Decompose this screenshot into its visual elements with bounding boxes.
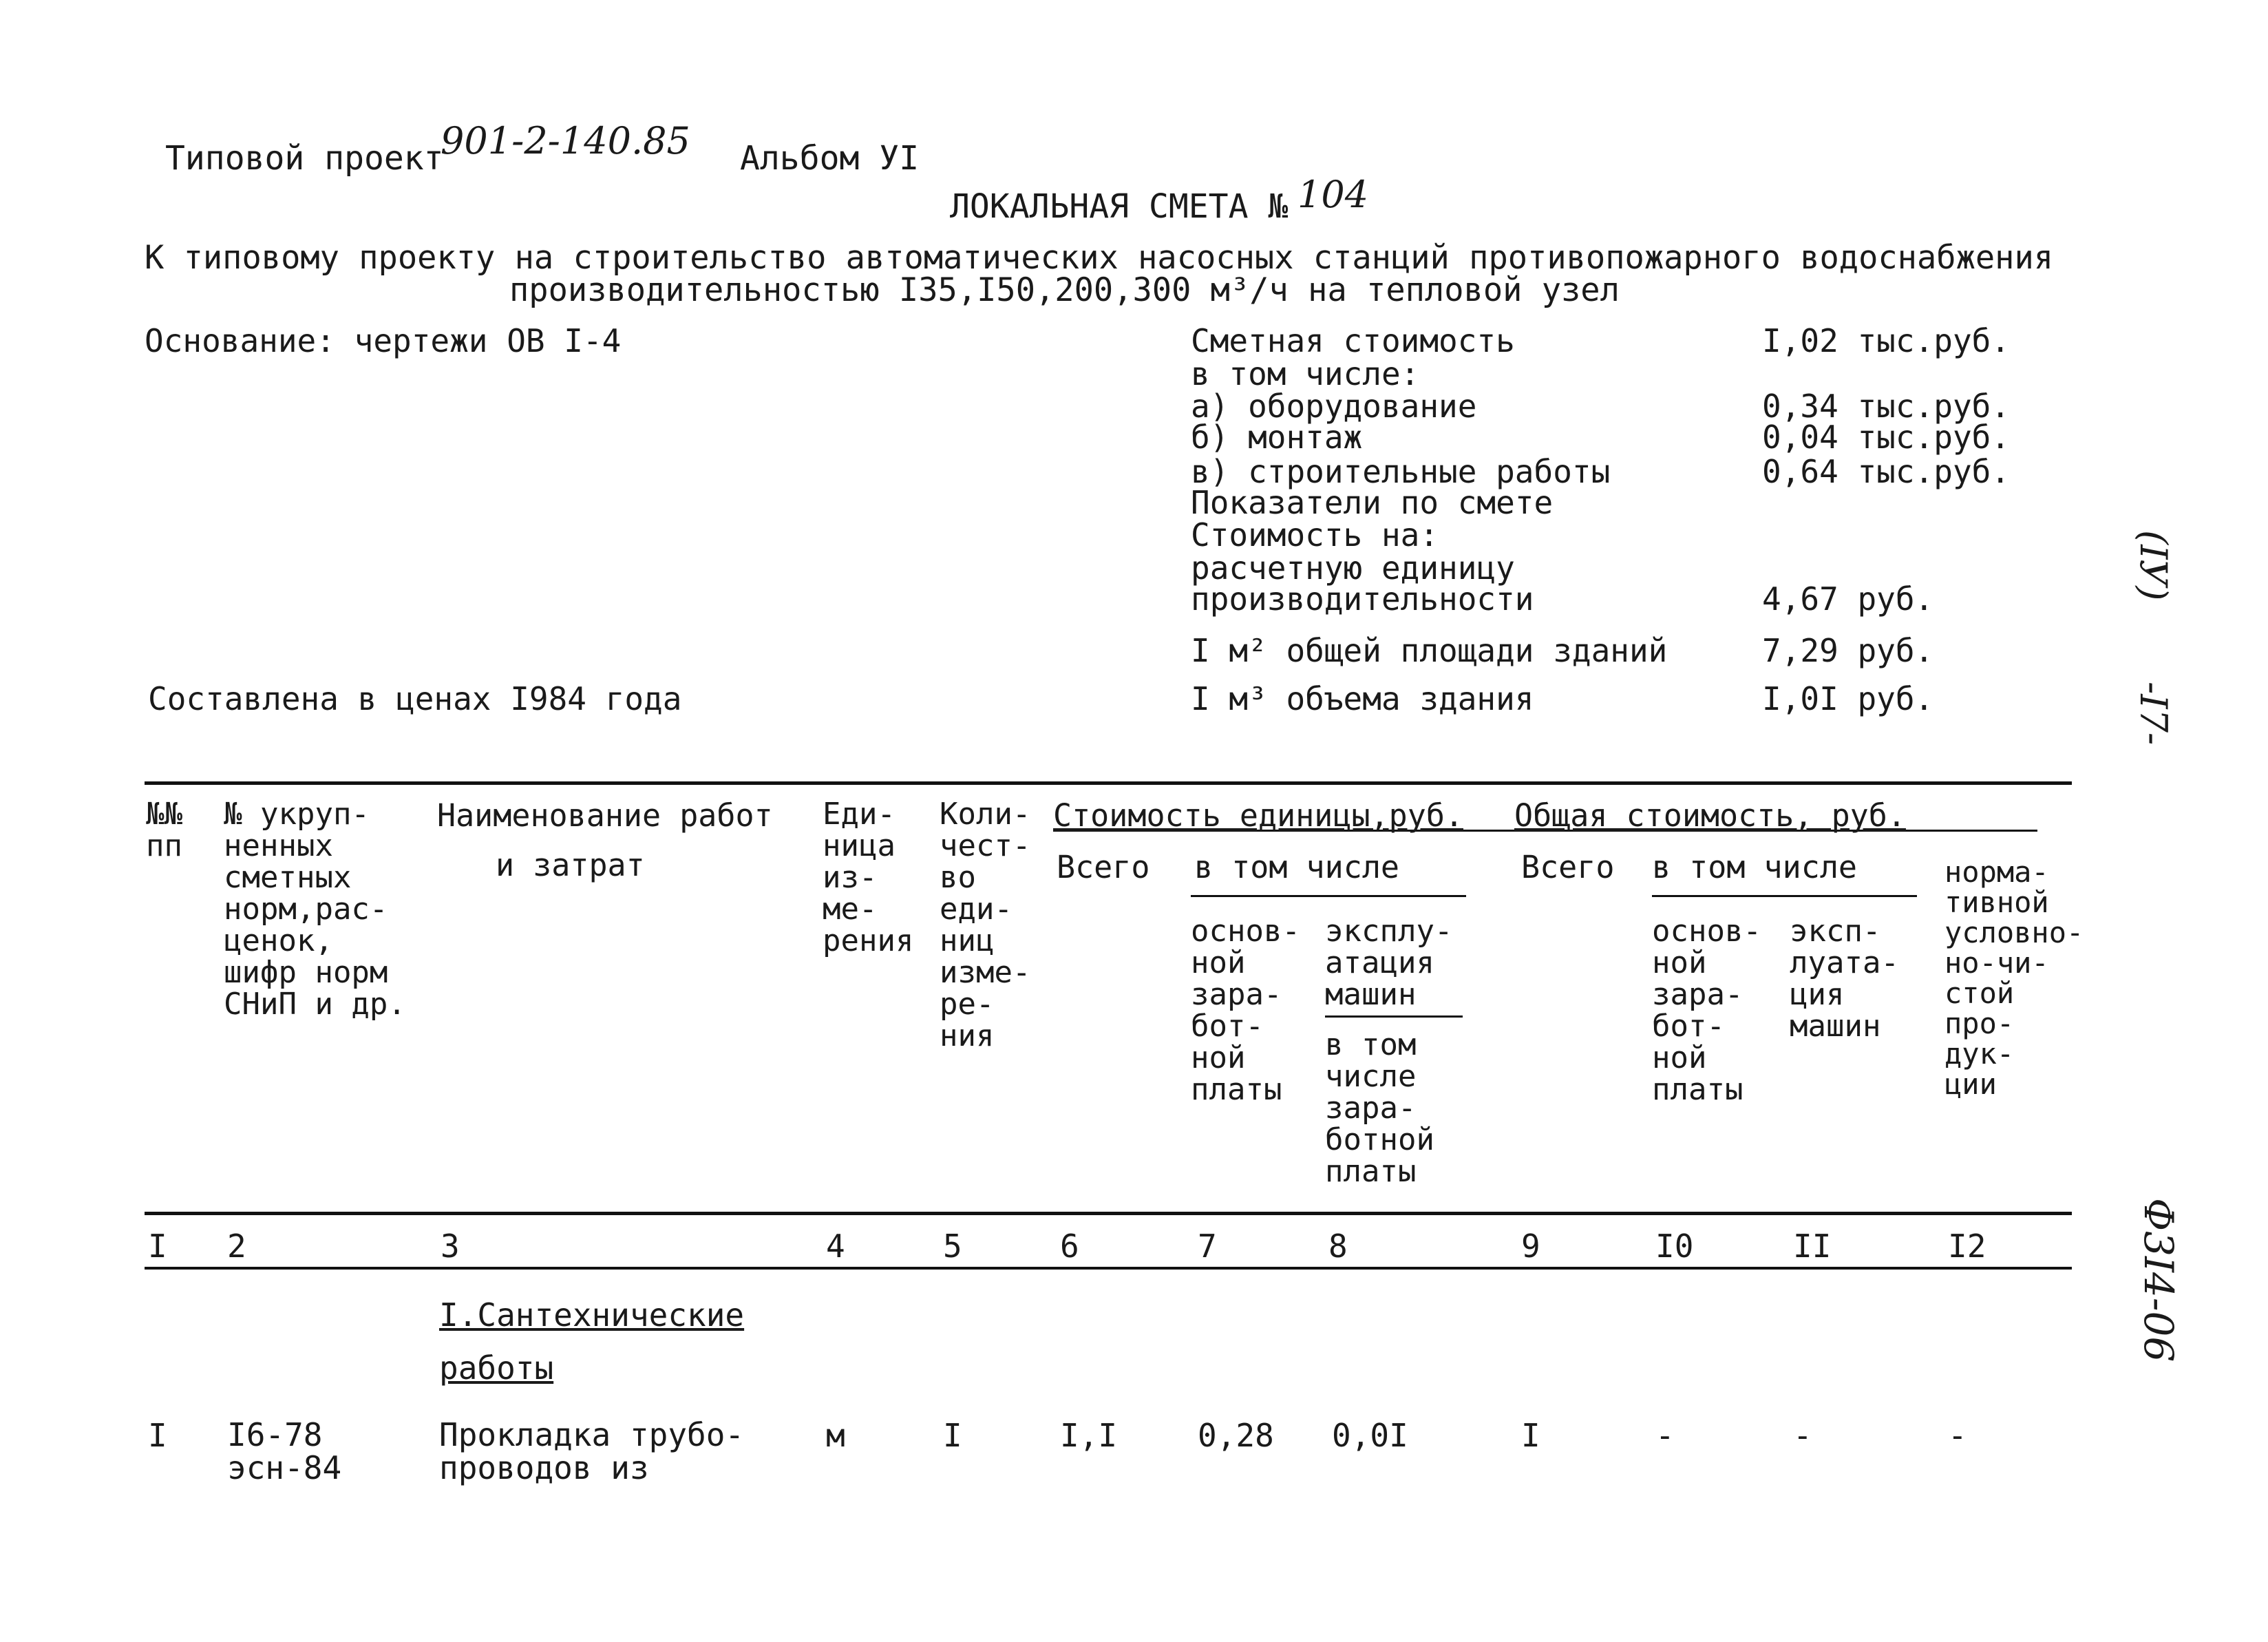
prices-year: Составлена в ценах I984 года xyxy=(148,680,682,717)
header-bottom-rule xyxy=(145,1212,2072,1215)
cost-per-label: Стоимость на: xyxy=(1191,516,1439,554)
row-qty: I xyxy=(943,1417,962,1454)
row-unit: м xyxy=(826,1417,845,1454)
total-label: Сметная стоимость xyxy=(1191,322,1515,359)
colnum-5: 5 xyxy=(943,1228,962,1265)
row-total-machines: - xyxy=(1793,1417,1812,1454)
hdr-total-wage: основ- ной зара- бот- ной платы xyxy=(1652,914,1761,1107)
construction-value: 0,64 тыс.руб. xyxy=(1762,453,2011,490)
volume-label: I м³ объема здания xyxy=(1191,680,1534,717)
colnum-4: 4 xyxy=(826,1228,845,1265)
colnum-6: 6 xyxy=(1060,1228,1079,1265)
unit-label-2: производительности xyxy=(1191,580,1534,618)
colnum-9: 9 xyxy=(1521,1228,1540,1265)
row-num: I xyxy=(148,1417,167,1454)
hdr-unit-machines-wage: в том числе зара- ботной платы xyxy=(1325,1027,1434,1189)
colnum-12: I2 xyxy=(1948,1228,1986,1265)
hdr-unit-wage: основ- ной зара- бот- ной платы xyxy=(1191,914,1300,1107)
equipment-value: 0,34 тыс.руб. xyxy=(1762,388,2011,425)
colnum-11: II xyxy=(1793,1228,1832,1265)
installation-label: б) монтаж xyxy=(1191,419,1363,456)
margin-mark-2: -I7- xyxy=(2132,682,2175,746)
row-unit-machines: 0,0I xyxy=(1332,1417,1408,1454)
colnum-3: 3 xyxy=(441,1228,460,1265)
hdr-total-total: Всего xyxy=(1521,849,1615,885)
unit-incl-rule xyxy=(1191,895,1466,897)
subject-line-2: производительностью I35,I50,200,300 м³/ч на тепловой узел xyxy=(509,271,1620,309)
project-number: 901-2-140.85 xyxy=(441,119,690,162)
hdr-name-a: Наименование работ xyxy=(437,797,773,834)
total-incl-rule xyxy=(1652,895,1917,897)
project-label: Типовой проект xyxy=(165,139,444,178)
hdr-unit-machines: эксплу- атация машин xyxy=(1325,914,1453,1012)
hdr-unit-total: Всего xyxy=(1057,849,1150,885)
area-label: I м² общей площади зданий xyxy=(1191,632,1668,669)
margin-mark-1: (IУ) xyxy=(2132,530,2175,601)
colnum-8: 8 xyxy=(1328,1228,1348,1265)
hdr-name-b: и затрат xyxy=(496,847,645,883)
indicators-label: Показатели по смете xyxy=(1191,484,1554,521)
unit-label-1: расчетную единицу xyxy=(1191,549,1515,587)
subject-line-1: К типовому проекту на строительство автоматических насосных станций противопожарного водоснабжения xyxy=(145,239,2054,277)
hdr-total-incl: в том числе xyxy=(1652,849,1858,885)
incl-label: в том числе: xyxy=(1191,355,1420,392)
basis: Основание: чертежи ОВ I-4 xyxy=(145,322,622,359)
hdr-unit: Еди- ница из- ме- рения xyxy=(823,797,914,958)
estimate-title: ЛОКАЛЬНАЯ СМЕТА № xyxy=(950,187,1289,226)
colnum-bottom-rule xyxy=(145,1267,2072,1270)
hdr-total-machines: эксп- луата- ция машин xyxy=(1790,914,1899,1044)
hdr-total-cost: Общая стоимость, руб. xyxy=(1514,797,1906,834)
row-unit-total: I,I xyxy=(1060,1417,1118,1454)
estimate-number: 104 xyxy=(1297,173,1369,216)
row-total-wage: - xyxy=(1655,1417,1675,1454)
hdr-code: № укруп- ненных сметных норм,рас- ценок, шифр норм СНиП и др. xyxy=(224,797,406,1022)
machines-rule xyxy=(1325,1015,1463,1018)
row-code: I6-78 эсн-84 xyxy=(227,1416,342,1486)
row-unit-wage: 0,28 xyxy=(1198,1417,1274,1454)
section-title-1: I.Сантехнические xyxy=(439,1296,745,1334)
row-norm-product: - xyxy=(1948,1417,1967,1454)
colnum-1: I xyxy=(148,1228,167,1265)
total-value: I,02 тыс.руб. xyxy=(1762,322,2011,359)
construction-label: в) строительные работы xyxy=(1191,453,1611,490)
row-name: Прокладка трубо- проводов из xyxy=(439,1416,745,1486)
row-total: I xyxy=(1521,1417,1540,1454)
table-top-rule xyxy=(145,781,2072,785)
hdr-unit-cost: Стоимость единицы,руб. xyxy=(1053,797,1464,834)
hdr-qty: Коли- чест- во еди- ниц изме- ре- ния xyxy=(940,797,1031,1053)
colnum-7: 7 xyxy=(1198,1228,1217,1265)
volume-value: I,0I руб. xyxy=(1762,680,1934,717)
section-title-2: работы xyxy=(439,1349,554,1387)
hdr-norm-product: норма- тивной условно- но-чи- стой про- дук- ции xyxy=(1944,855,2084,1101)
area-value: 7,29 руб. xyxy=(1762,632,1934,669)
album-label: Альбом УI xyxy=(740,139,920,178)
margin-mark-3: Ф3I4-06 xyxy=(2135,1198,2182,1362)
installation-value: 0,04 тыс.руб. xyxy=(1762,419,2011,456)
equipment-label: а) оборудование xyxy=(1191,388,1477,425)
unit-value: 4,67 руб. xyxy=(1762,580,1934,618)
hdr-unit-incl: в том числе xyxy=(1194,849,1400,885)
hdr-num: №№ пп xyxy=(146,797,182,863)
colnum-2: 2 xyxy=(227,1228,246,1265)
colnum-10: I0 xyxy=(1655,1228,1694,1265)
